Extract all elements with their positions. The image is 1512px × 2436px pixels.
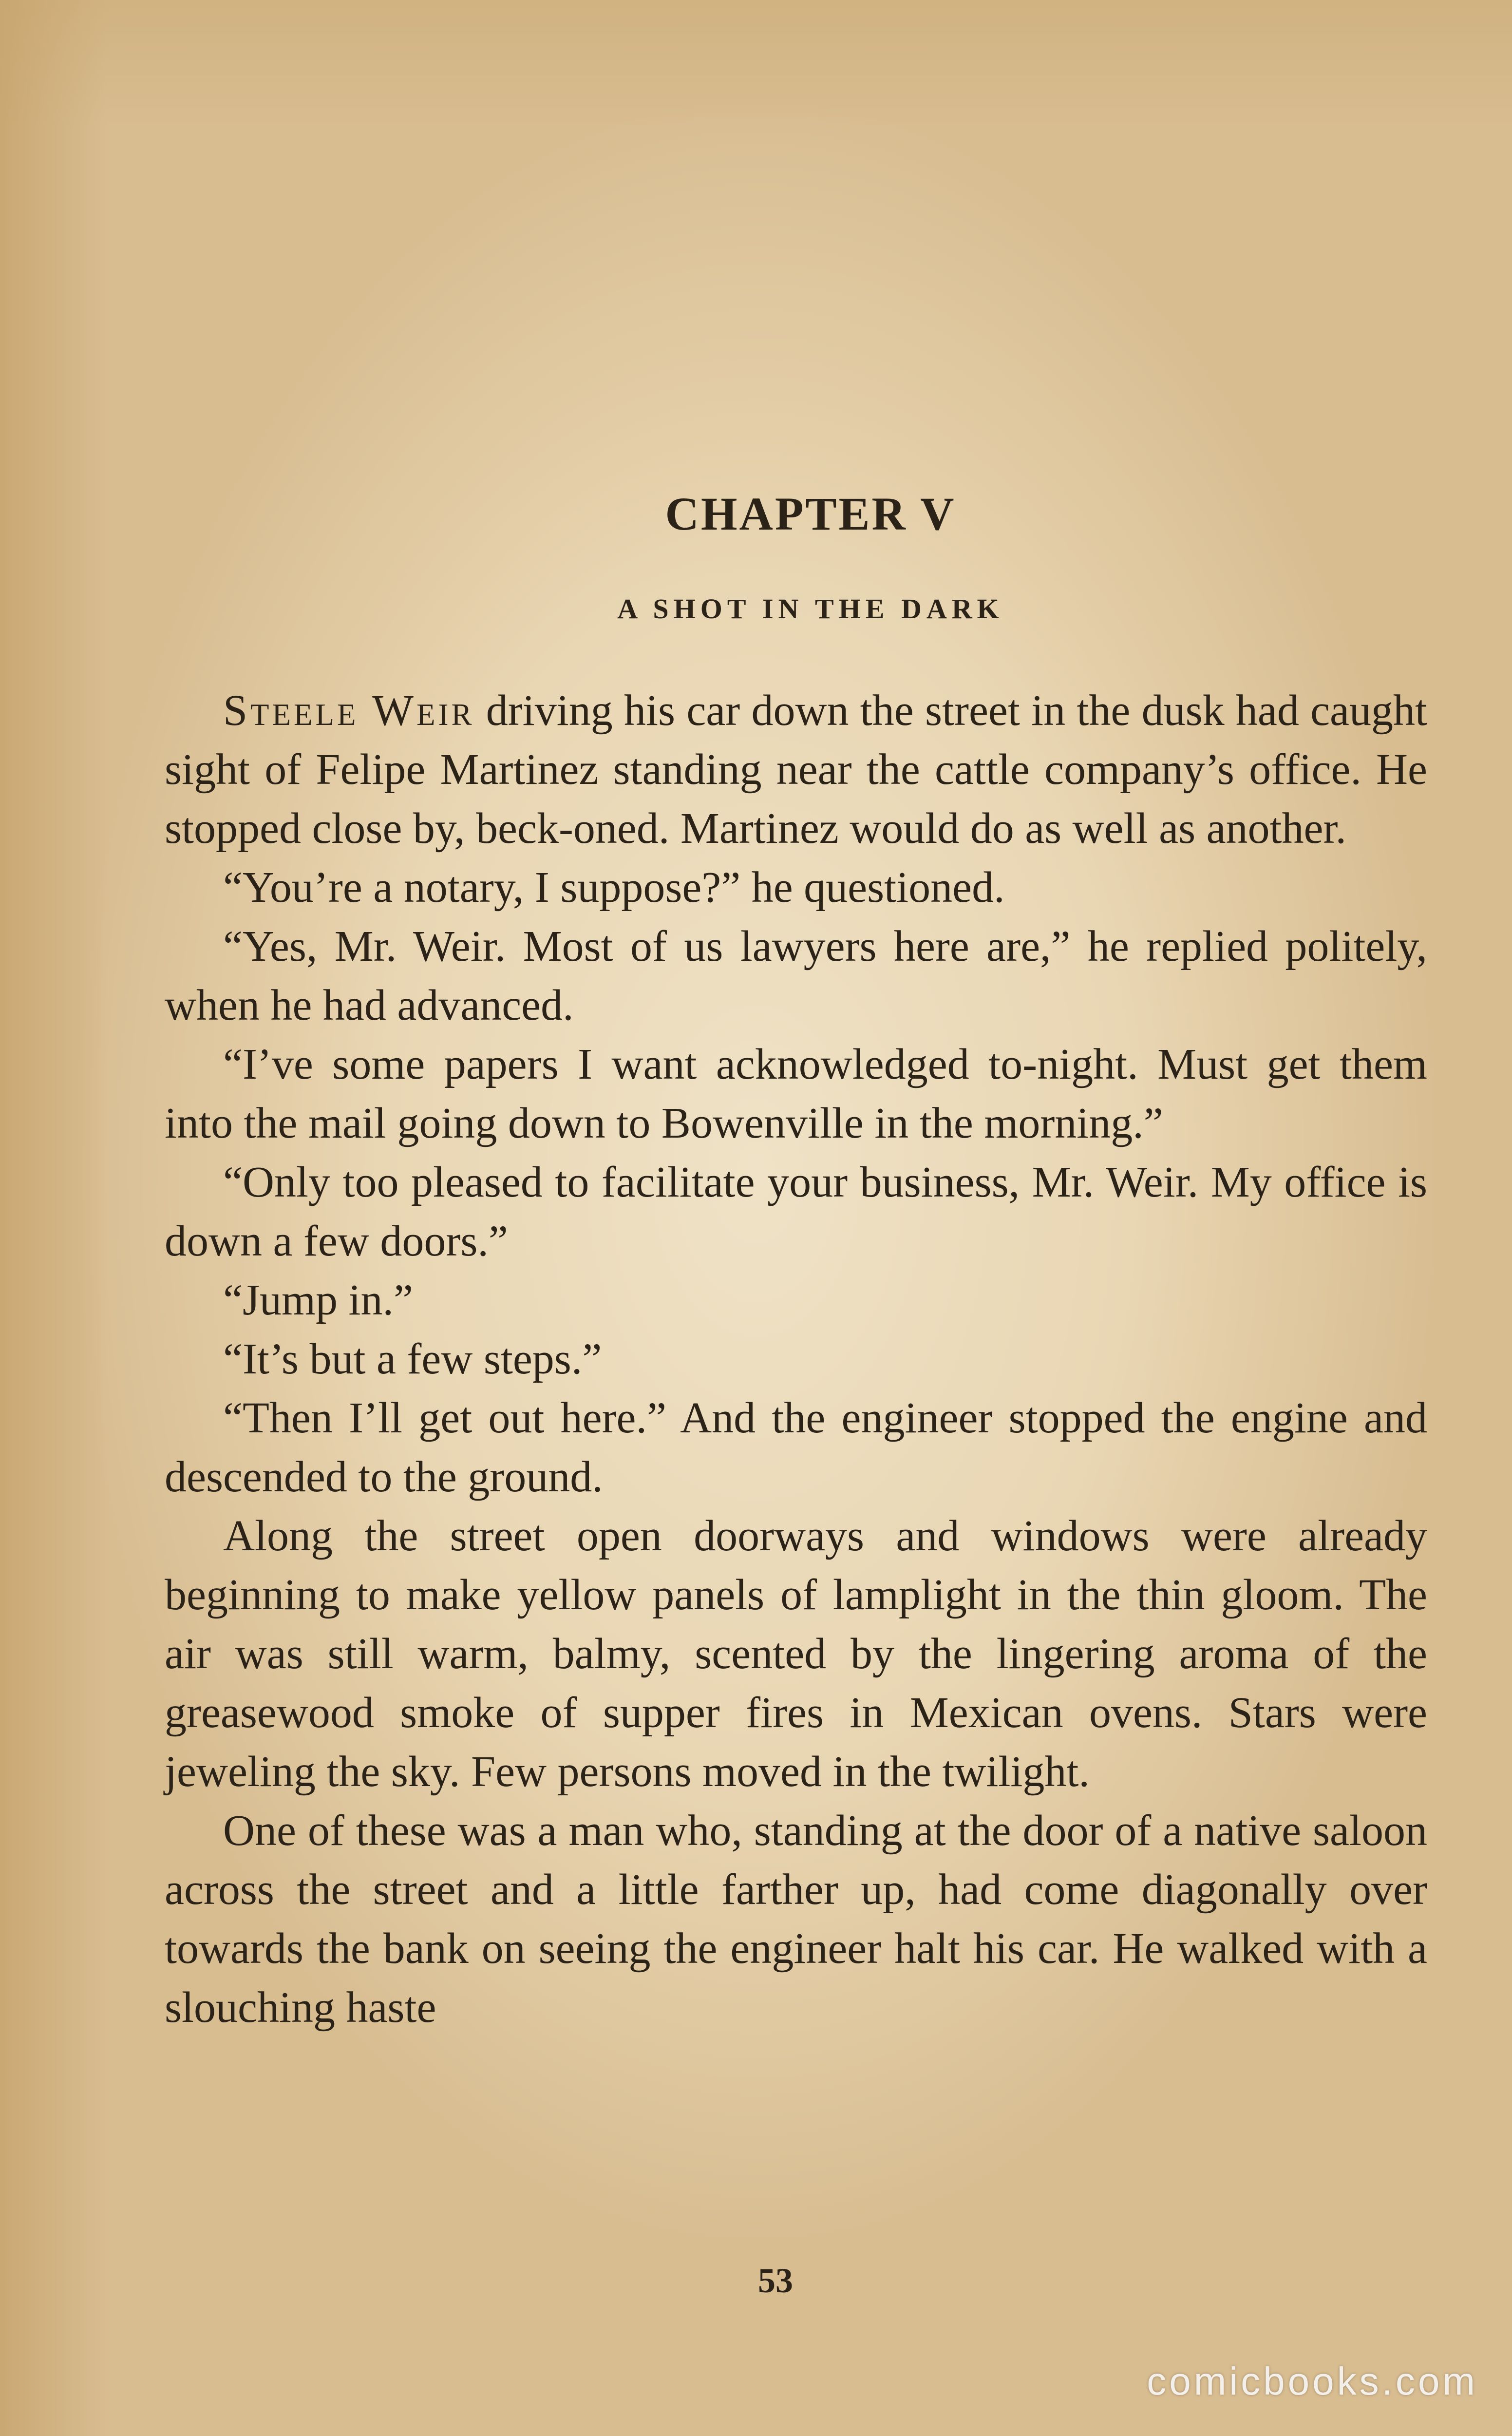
page-text-block [165, 477, 1427, 2037]
paragraph-10: One of these was a man who, standing at the door of a native saloon across the street and a little farther up, had come diagonally over towards the bank on seeing the engineer halt his car. He walked with a slouching haste [165, 1807, 1427, 2032]
paragraph-7: “It’s but a few steps.” [223, 1335, 602, 1383]
paragraph-5: “Only too pleased to facilitate your business, Mr. Weir. My office is down a few doors.” [165, 1158, 1427, 1265]
paragraph-3: “Yes, Mr. Weir. Most of us lawyers here are,” he replied politely, when he had advanced. [165, 922, 1427, 1029]
paragraph-1 [165, 681, 1427, 858]
watermark-text: comicbooks.com [1147, 2360, 1478, 2403]
page-number: 53 [758, 2261, 793, 2300]
paragraph-8: “Then I’ll get out here.” And the engineer stopped the engine and descended to the ground. [165, 1394, 1427, 1501]
paragraph-2: “You’re a notary, I suppose?” he questioned. [223, 863, 1005, 912]
paragraph-lead-smallcaps: Steele Weir [223, 686, 475, 735]
chapter-title: CHAPTER V [665, 488, 956, 540]
page-shadow-top [0, 0, 1512, 127]
chapter-subtitle: A SHOT IN THE DARK [617, 593, 1004, 625]
paragraph-6: “Jump in.” [223, 1276, 413, 1324]
page-shadow-left [0, 0, 107, 2436]
paragraph-4: “I’ve some papers I want acknowledged to-night. Must get them into the mail going down to Bowenville in the morning.” [165, 1040, 1427, 1147]
paragraph-9: Along the street open doorways and windows were already beginning to make yellow panels of lamplight in the thin gloom. The air was still warm, balmy, scented by the lingering aroma of the greasewood smoke of supper fires in Mexican ovens. Stars were jeweling the sky. Few persons moved in the twilight. [165, 1512, 1427, 1796]
paragraph-text: driving his car down the street in the dusk had caught sight of Felipe Martinez standing near the cattle company’s office. He stopped close by, beck-oned. Martinez would do as well as another. [165, 686, 1427, 853]
